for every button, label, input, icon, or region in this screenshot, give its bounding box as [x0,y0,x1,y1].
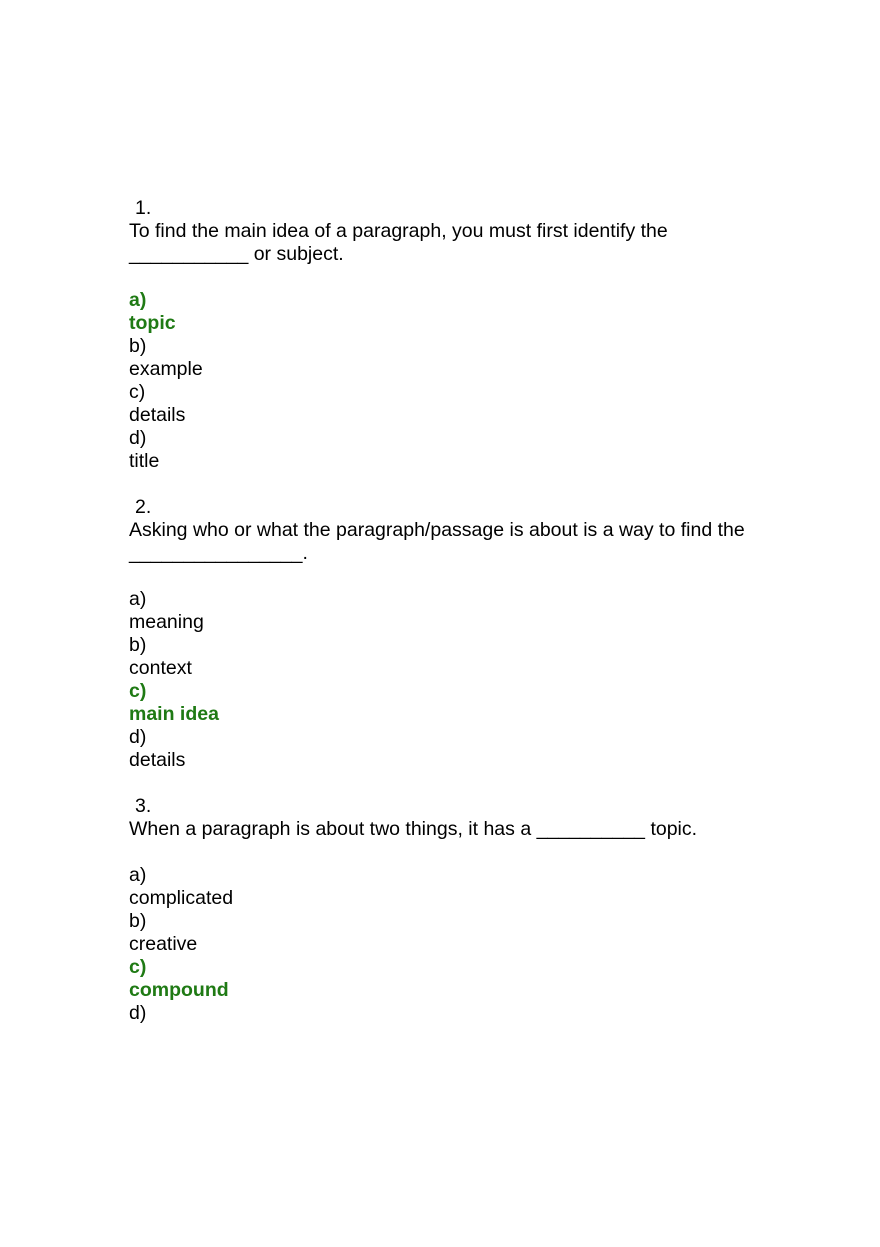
option-letter: d) [129,726,147,748]
answer-option-d [129,1002,769,1025]
answer-option-c [129,680,769,726]
option-text: details [129,749,186,771]
question-text: To find the main idea of a paragraph, you must first identify the ___________ or subject. [129,220,668,265]
answer-option-a [129,864,769,910]
question-text: When a paragraph is about two things, it has a __________ topic. [129,818,698,840]
option-letter: c) [129,956,147,978]
option-text: details [129,404,186,426]
option-letter: b) [129,910,147,932]
option-letter: c) [129,680,147,702]
option-letter: a) [129,289,147,311]
question-1 [129,197,769,473]
question-number: 1. [135,197,152,219]
option-letter: b) [129,335,147,357]
option-text: context [129,657,192,679]
answer-option-b [129,335,769,381]
option-letter: a) [129,588,147,610]
option-text: title [129,450,160,472]
question-number: 3. [135,795,152,817]
option-text: compound [129,979,229,1001]
question-text: Asking who or what the paragraph/passage is about is a way to find the ________________. [129,519,745,564]
answer-option-c [129,956,769,1002]
answer-option-a [129,588,769,634]
quiz-page [129,197,769,1048]
answer-option-d [129,427,769,473]
answer-option-d [129,726,769,772]
option-text: meaning [129,611,204,633]
option-text: main idea [129,703,219,725]
option-text: complicated [129,887,234,909]
option-letter: a) [129,864,147,886]
answer-option-a [129,289,769,335]
question-3 [129,795,769,1025]
option-text: topic [129,312,176,334]
answer-option-b [129,634,769,680]
option-letter: d) [129,427,147,449]
answer-option-b [129,910,769,956]
option-letter: d) [129,1002,147,1024]
option-text: example [129,358,203,380]
answer-option-c [129,381,769,427]
option-letter: b) [129,634,147,656]
question-2 [129,496,769,772]
option-text: creative [129,933,198,955]
option-letter: c) [129,381,146,403]
question-number: 2. [135,496,152,518]
